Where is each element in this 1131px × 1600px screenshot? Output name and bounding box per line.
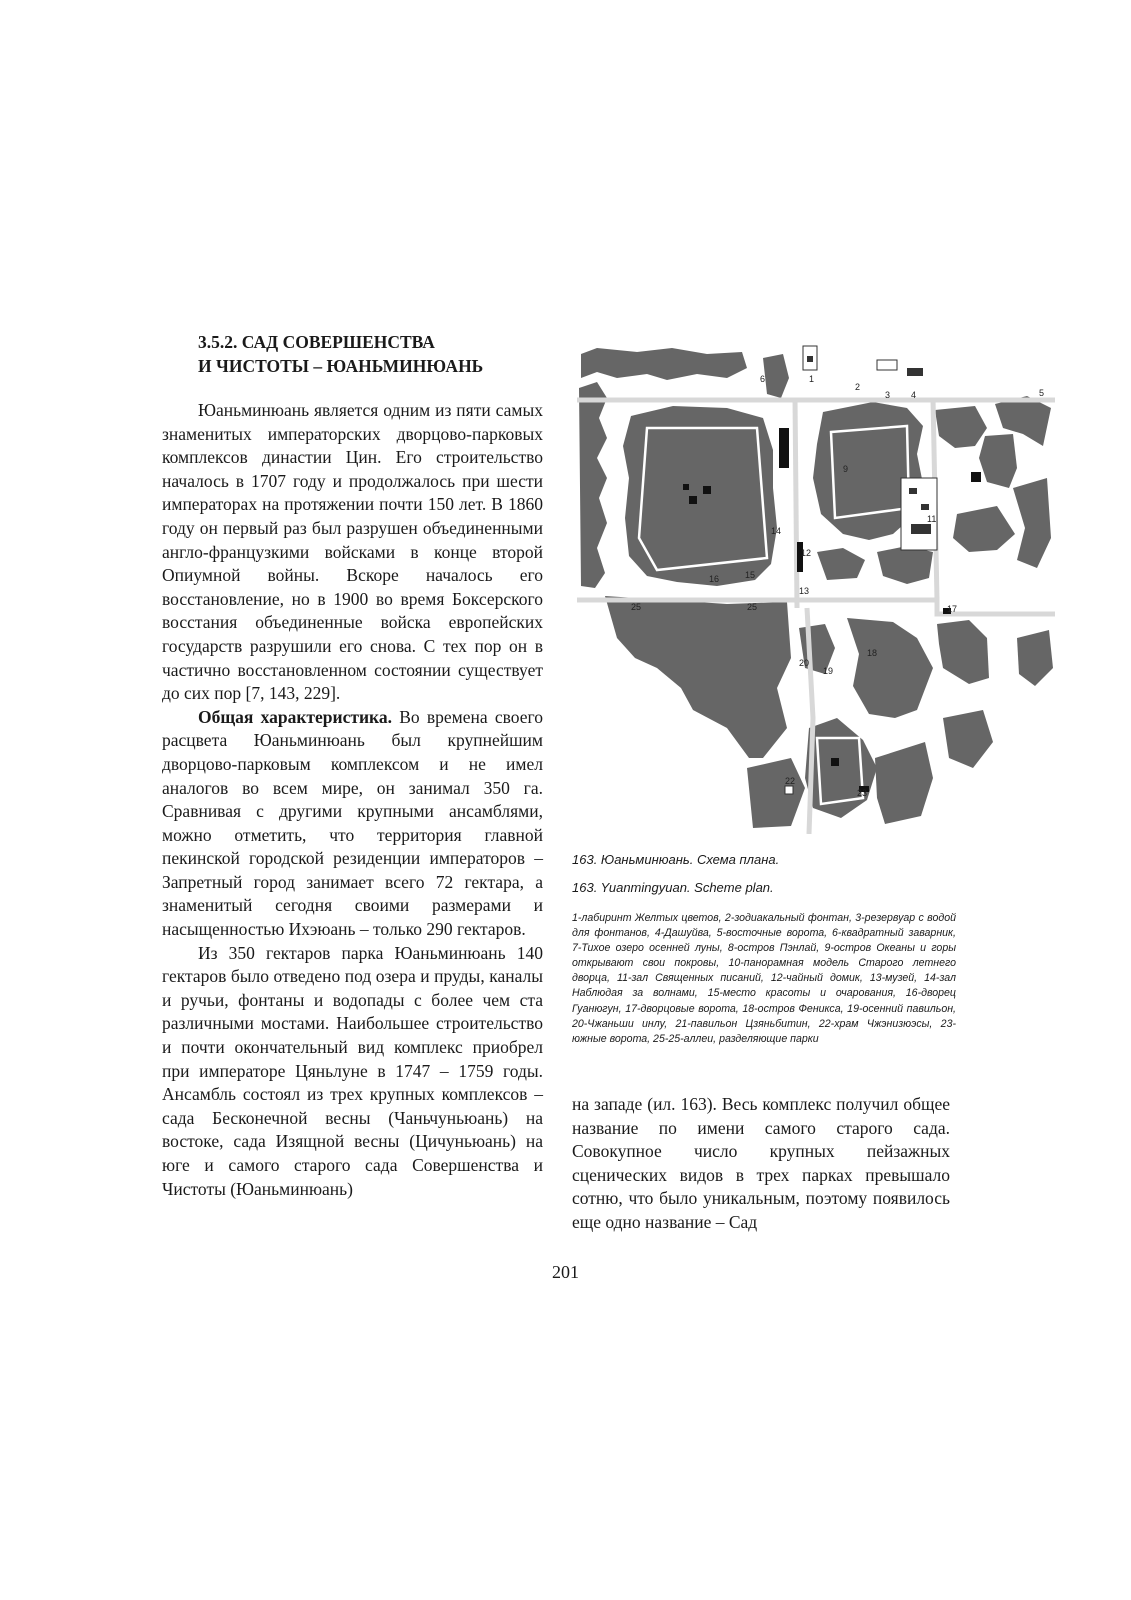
section-heading — [198, 330, 543, 378]
heading-line-2: И ЧИСТОТЫ – ЮАНЬМИНЮАНЬ — [198, 356, 484, 376]
map-label-18: 18 — [867, 648, 878, 658]
right-text-column — [572, 1093, 950, 1235]
map-label-20: 20 — [799, 658, 810, 668]
figure-caption-en: 163. Yuanmingyuan. Scheme plan. — [572, 880, 774, 895]
map-label-23: 23 — [857, 788, 868, 798]
paragraph-area: Из 350 гектаров парка Юаньминюань 140 гектаров было отведено под озера и пруды, каналы и ручьи, фонтаны и водопады с более чем ста различными мостами. Наибольшее строительство и почти окончательный вид комплекс приобрел при императоре Цяньлуне в 1747 – 1759 годы. Ансамбль состоял из трех крупных комплексов – сада Бесконечной весны (Чаньчуньюань) на востоке, сада Изящной весны (Цичуньюань) на юге и самого старого сада Совершенства и Чистоты (Юаньминюань) — [162, 942, 543, 1199]
paragraph-general-lead: Общая характеристика. — [198, 706, 392, 727]
map-label-13: 13 — [799, 586, 810, 596]
map-label-25-center: 25 — [747, 602, 758, 612]
map-label-15: 15 — [745, 570, 756, 580]
map-label-16: 16 — [709, 574, 720, 584]
site-plan-map — [577, 338, 1055, 834]
heading-line-1: 3.5.2. САД СОВЕРШЕНСТВА — [198, 332, 435, 352]
map-label-11: 11 — [927, 514, 937, 524]
map-label-17: 17 — [947, 604, 958, 614]
figure-caption-ru: 163. Юаньминюань. Схема плана. — [572, 852, 780, 867]
map-label-6: 6 — [760, 374, 766, 384]
map-label-3: 3 — [885, 390, 891, 400]
map-label-22: 22 — [785, 776, 796, 786]
map-label-19: 19 — [823, 666, 834, 676]
map-label-5: 5 — [1039, 388, 1045, 398]
paragraph-general-body: Во времена своего расцвета Юаньминюань был крупнейшим дворцово-парковым комплексом и не имел аналогов во всем мире, он занимал 350 га. Сравнивая с другими крупными ансамблями, можно отметить, что территория главной пекинской городской резиденции императоров – Запретный город занимает всего 72 гектара, а знаменитый сегодня своими размерами и насыщенностью Ихэюань – только 290 гектаров. — [162, 706, 544, 940]
map-water-areas — [579, 348, 1053, 828]
left-text-column — [162, 330, 543, 1201]
paragraph-continuation: на западе (ил. 163). Весь комплекс получил общее название по имени самого старого сада. Совокупное число крупных пейзажных сценических видов в трех парках превышало сотню, что было уникальным, поэтому появилось еще одно название – Сад — [572, 1094, 950, 1232]
map-label-25-west: 25 — [631, 602, 642, 612]
map-label-1: 1 — [809, 374, 815, 384]
figure-legend: 1-лабиринт Желтых цветов, 2-зодиакальный фонтан, 3-резервуар с водой для фонтанов, 4-Дашуйва, 5-восточные ворота, 6-квадратный заварник, 7-Тихое озеро осенней луны, 8-остров Пэнлай, 9-остров Океаны и горы открывают свои покровы, 10-панорамная модель Старого летнего дворца, 11-зал Священных писаний, 12-чайный домик, 13-музей, 14-зал Наблюдая за волнами, 15-место красоты и очарования, 16-дворец Гуанюгун, 17-дворцовые ворота, 18-остров Феникса, 19-осенний павильон, 20-Чжаньши инлу, 21-павильон Цзяньбитин, 22-храм Чжэнизюэсы, 23-южные ворота, 25-25-аллеи, разделяющие парки — [572, 912, 956, 1045]
map-label-14: 14 — [771, 526, 782, 536]
paragraph-general — [162, 706, 543, 942]
map-label-4: 4 — [911, 390, 917, 400]
map-label-2: 2 — [855, 382, 861, 392]
map-label-12: 12 — [801, 548, 812, 558]
site-plan-figure — [577, 338, 1055, 834]
map-label-9: 9 — [843, 464, 849, 474]
page-number: 201 — [552, 1262, 579, 1282]
paragraph-intro: Юаньминюань является одним из пяти самых знаменитых императорских дворцово-парковых комплексов династии Цин. Его строительство началось в 1707 году и продолжалось при шести императорах на протяжении почти 150 лет. В 1860 году он первый раз был разрушен объединенными англо-французкими войсками в конце второй Опиумной войны. Вскоре началось его восстановление, но в 1900 во время Боксерского восстания объединенные войска европейских государств разрушили его снова. С тех пор он в частично восстановленном состоянии существует до сих пор [7, 143, 229]. — [162, 400, 543, 704]
